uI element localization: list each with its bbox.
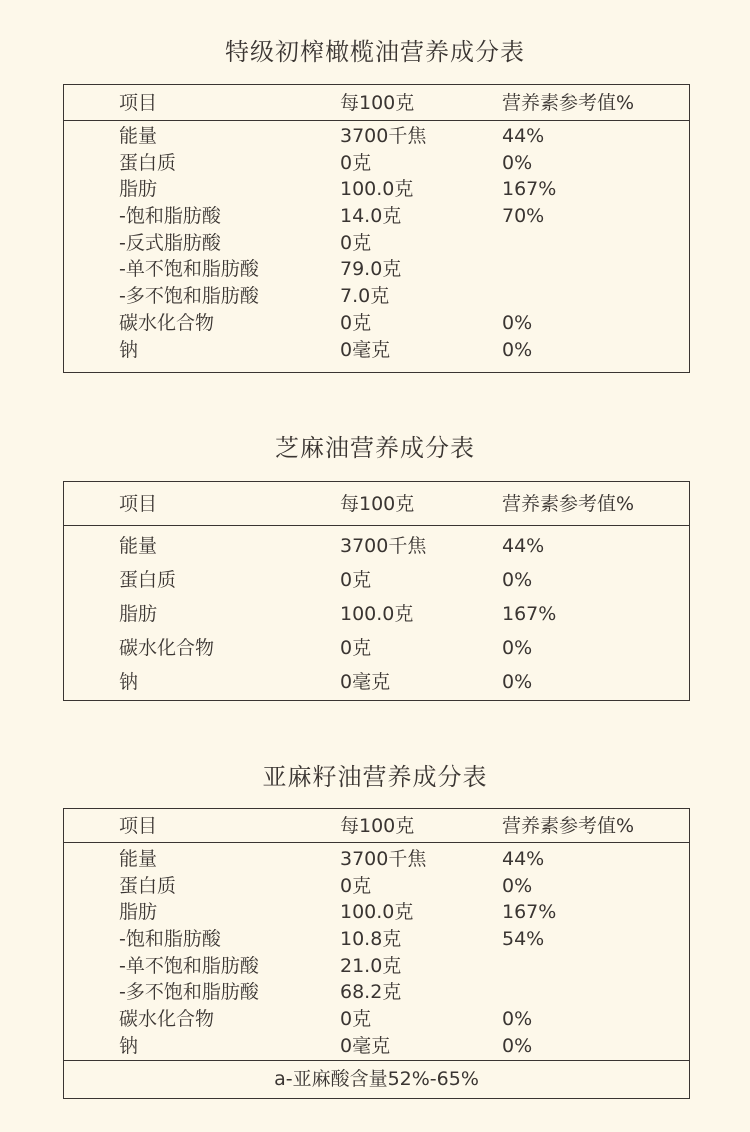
row-item: 蛋白质: [119, 569, 177, 591]
row-item: 能量: [119, 535, 158, 557]
row-item: -单不饱和脂肪酸: [119, 954, 259, 977]
header-per100: 每100克: [340, 815, 415, 837]
row-item: 脂肪: [119, 901, 158, 924]
row-per100: 3700千焦: [340, 535, 427, 557]
table-row: [64, 176, 689, 203]
row-nrv: 167%: [502, 603, 557, 625]
table-row: [64, 230, 689, 257]
row-item: 蛋白质: [119, 874, 177, 897]
row-nrv: 0%: [502, 338, 533, 361]
row-nrv: 70%: [502, 205, 545, 228]
row-per100: 79.0克: [340, 258, 402, 281]
table-row: [64, 979, 689, 1006]
table-row: [64, 953, 689, 980]
row-per100: 0克: [340, 569, 372, 591]
row-item: 能量: [119, 848, 158, 870]
header-per100: 每100克: [340, 493, 415, 515]
row-item: 碳水化合物: [119, 637, 215, 659]
row-nrv: 44%: [502, 125, 545, 147]
header-item: 项目: [119, 493, 158, 515]
row-nrv: 0%: [502, 637, 533, 659]
row-item: 蛋白质: [119, 151, 177, 174]
header-nrv: 营养素参考值%: [502, 493, 635, 515]
row-nrv: 44%: [502, 848, 545, 870]
row-item: -饱和脂肪酸: [119, 928, 221, 951]
row-item: 钠: [119, 338, 139, 361]
row-item: -反式脂肪酸: [119, 231, 221, 254]
row-item: 脂肪: [119, 603, 158, 625]
table-row: [64, 1006, 689, 1033]
table-row: [64, 203, 689, 230]
row-per100: 68.2克: [340, 981, 402, 1004]
row-per100: 0毫克: [340, 338, 391, 361]
row-nrv: 0%: [502, 1008, 533, 1031]
row-per100: 100.0克: [340, 603, 414, 625]
table-row: [64, 665, 689, 699]
table-row: [64, 846, 689, 873]
row-per100: 0克: [340, 151, 372, 174]
table-row: [64, 631, 689, 665]
row-item: 能量: [119, 125, 158, 147]
olive-oil-table-title: 特级初榨橄榄油营养成分表: [225, 38, 525, 66]
row-nrv: 0%: [502, 671, 533, 693]
table-row: [64, 337, 689, 364]
row-nrv: 54%: [502, 928, 545, 951]
olive-oil-nutrition-table: [63, 84, 690, 373]
row-per100: 7.0克: [340, 285, 390, 308]
row-item: 脂肪: [119, 178, 158, 201]
flaxseed-oil-nutrition-table: [63, 808, 690, 1099]
table-row: [64, 283, 689, 310]
table-row: [64, 926, 689, 953]
row-per100: 0克: [340, 231, 372, 254]
header-nrv: 营养素参考值%: [502, 92, 635, 114]
flaxseed-oil-table-title: 亚麻籽油营养成分表: [262, 763, 488, 791]
row-per100: 0克: [340, 311, 372, 334]
row-nrv: 0%: [502, 569, 533, 591]
row-per100: 0克: [340, 874, 372, 897]
row-nrv: 167%: [502, 901, 557, 924]
row-per100: 0毫克: [340, 1034, 391, 1057]
row-item: 碳水化合物: [119, 1008, 215, 1031]
table-header-row: [64, 809, 689, 843]
row-per100: 3700千焦: [340, 848, 427, 870]
row-item: 碳水化合物: [119, 311, 215, 334]
row-nrv: 44%: [502, 535, 545, 557]
table-row: [64, 150, 689, 177]
row-item: -多不饱和脂肪酸: [119, 285, 259, 308]
row-nrv: 0%: [502, 1034, 533, 1057]
row-item: -多不饱和脂肪酸: [119, 981, 259, 1004]
row-per100: 14.0克: [340, 205, 402, 228]
table-row: [64, 873, 689, 900]
table-footnote: a-亚麻酸含量52%-65%: [64, 1060, 689, 1097]
table-row: [64, 1033, 689, 1060]
row-per100: 0克: [340, 637, 372, 659]
header-item: 项目: [119, 92, 158, 114]
table-header-row: [64, 482, 689, 526]
row-item: -单不饱和脂肪酸: [119, 258, 259, 281]
table-row: [64, 310, 689, 337]
row-nrv: 167%: [502, 178, 557, 201]
row-per100: 21.0克: [340, 954, 402, 977]
sesame-oil-table-title: 芝麻油营养成分表: [275, 434, 475, 462]
header-per100: 每100克: [340, 92, 415, 114]
row-per100: 100.0克: [340, 901, 414, 924]
row-per100: 10.8克: [340, 928, 402, 951]
table-row: [64, 123, 689, 150]
table-row: [64, 563, 689, 597]
table-row: [64, 256, 689, 283]
row-per100: 3700千焦: [340, 125, 427, 147]
row-per100: 0克: [340, 1008, 372, 1031]
row-nrv: 0%: [502, 311, 533, 334]
sesame-oil-nutrition-table: [63, 481, 690, 701]
table-header-row: [64, 85, 689, 121]
header-nrv: 营养素参考值%: [502, 815, 635, 837]
row-item: 钠: [119, 1034, 139, 1057]
row-item: -饱和脂肪酸: [119, 205, 221, 228]
row-per100: 0毫克: [340, 671, 391, 693]
row-per100: 100.0克: [340, 178, 414, 201]
table-row: [64, 899, 689, 926]
row-item: 钠: [119, 671, 139, 693]
table-row: [64, 597, 689, 631]
row-nrv: 0%: [502, 874, 533, 897]
table-row: [64, 529, 689, 563]
header-item: 项目: [119, 815, 158, 837]
row-nrv: 0%: [502, 151, 533, 174]
